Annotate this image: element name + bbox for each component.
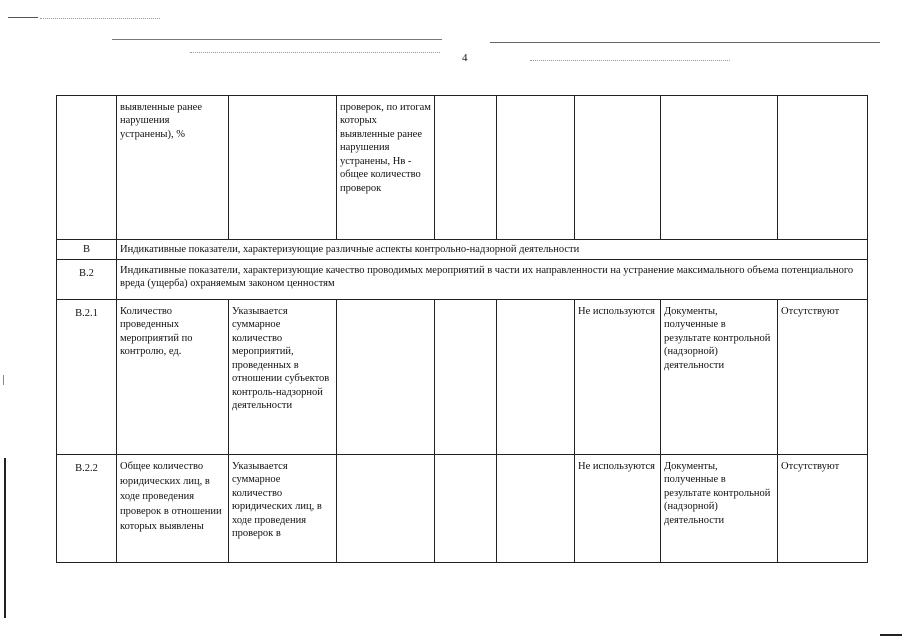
table-cell [435, 455, 497, 563]
scan-left-edge [4, 458, 6, 618]
table-cell [497, 96, 575, 240]
scan-artifact-line [112, 39, 442, 40]
indicator-name: Общее количество юридических лиц, в ходе проведения проверок в отношении которых выявлены [117, 455, 229, 563]
scan-artifact-line [8, 17, 38, 18]
note-cell: Отсутствуют [778, 455, 868, 563]
row-code: В.2.2 [57, 455, 117, 563]
table-cell [337, 300, 435, 455]
table-row [57, 455, 868, 563]
table-cell [337, 455, 435, 563]
table-row [57, 96, 868, 240]
indicator-table [56, 95, 868, 563]
table-cell [435, 300, 497, 455]
usage-cell: Не используются [575, 300, 661, 455]
section-code: В [57, 240, 117, 260]
row-code: В.2.1 [57, 300, 117, 455]
source-cell: Документы, полученные в результате контрольной (надзорной) деятельности [661, 300, 778, 455]
section-row [57, 240, 868, 260]
table-cell [497, 455, 575, 563]
note-cell: Отсутствуют [778, 300, 868, 455]
table-cell [778, 96, 868, 240]
section-code: В.2 [57, 260, 117, 300]
calculation-method: Указывается суммарное количество мероприятий, проведенных в отношении субъектов контроль-надзорной деятельности [229, 300, 337, 455]
section-row [57, 260, 868, 300]
scan-artifact-line [40, 18, 160, 19]
scan-artifact-line [490, 42, 880, 43]
page-number: 4 [462, 52, 468, 64]
table-cell [497, 300, 575, 455]
scan-artifact-line [530, 60, 730, 61]
scan-artifact-line [190, 52, 440, 53]
indicator-name: Количество проведенных мероприятий по контролю, ед. [117, 300, 229, 455]
table-cell [57, 96, 117, 240]
section-title: Индикативные показатели, характеризующие качество проводимых мероприятий в части их направленности на устранение максимального объема потенциального вреда (ущерба) охраняемым законом ценностям [117, 260, 868, 300]
calculation-method: Указывается суммарное количество юридических лиц, в ходе проведения проверок в [229, 455, 337, 563]
section-title: Индикативные показатели, характеризующие различные аспекты контрольно-надзорной деятельности [117, 240, 868, 260]
scan-corner-mark [880, 634, 902, 636]
table-cell [435, 96, 497, 240]
table-row [57, 300, 868, 455]
table-cell [661, 96, 778, 240]
source-cell: Документы, полученные в результате контрольной (надзорной) деятельности [661, 455, 778, 563]
usage-cell: Не используются [575, 455, 661, 563]
scan-left-edge [3, 375, 4, 385]
table-cell: выявленные ранее нарушения устранены), % [117, 96, 229, 240]
table-cell: проверок, по итогам которых выявленные ранее нарушения устранены, Нв - общее количество проверок [337, 96, 435, 240]
table-cell [229, 96, 337, 240]
table-cell [575, 96, 661, 240]
